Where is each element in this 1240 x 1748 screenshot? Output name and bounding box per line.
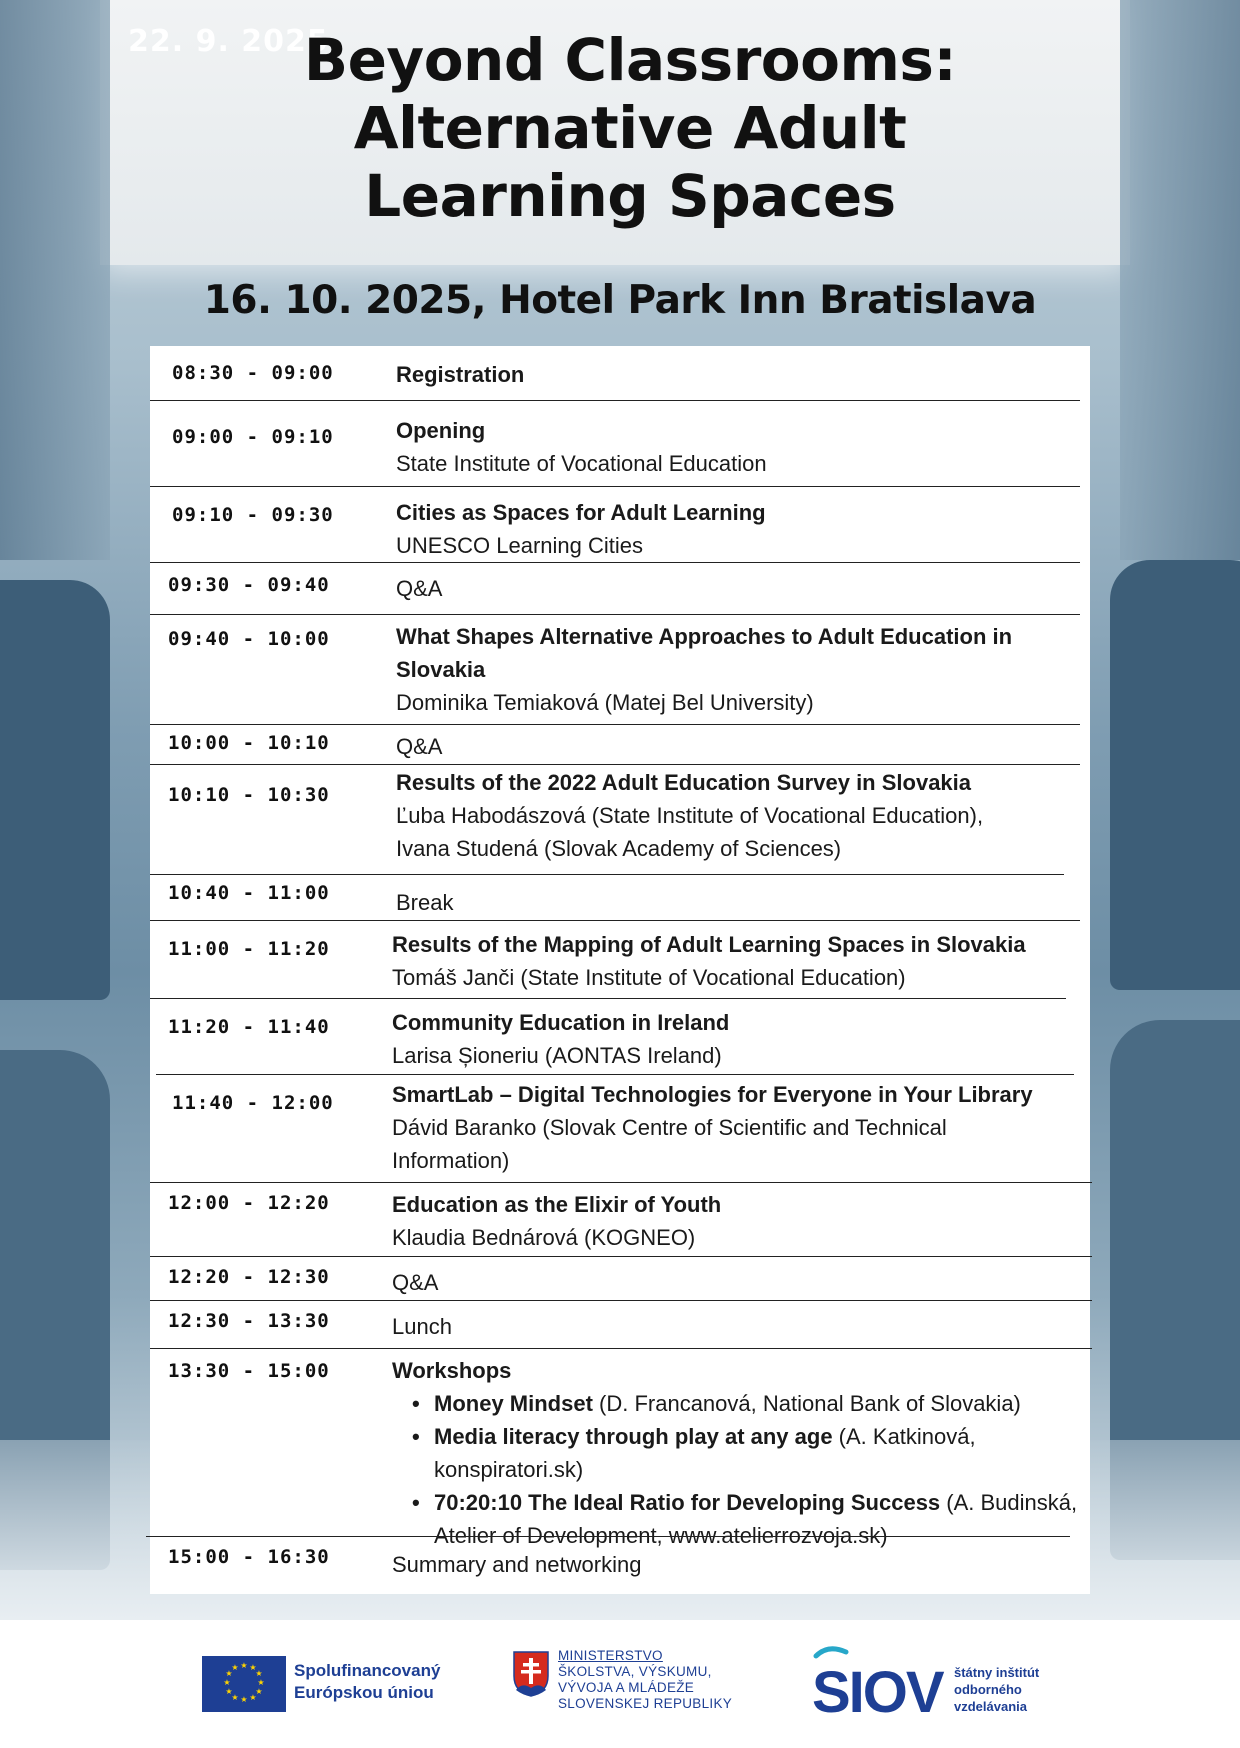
- agenda-panel: [150, 346, 1090, 1594]
- agenda-time: 10:00 - 10:10: [168, 732, 330, 754]
- workshop-name: Media literacy through play at any age: [434, 1424, 833, 1449]
- agenda-content: [396, 358, 1076, 391]
- chair-shape: [0, 580, 110, 1000]
- agenda-time: 12:00 - 12:20: [168, 1192, 330, 1214]
- footer-logos: [0, 1620, 1240, 1748]
- agenda-time: 09:40 - 10:00: [168, 628, 330, 650]
- agenda-plain: Q&A: [396, 734, 443, 759]
- agenda-title: Workshops: [392, 1358, 512, 1383]
- agenda-content: [392, 1310, 1072, 1343]
- agenda-title: Registration: [396, 362, 525, 387]
- agenda-content: [392, 1006, 1072, 1072]
- workshop-detail: (A. Katkinová, konspiratori.sk): [434, 1424, 976, 1482]
- agenda-detail: Larisa Șioneriu (AONTAS Ireland): [392, 1043, 722, 1068]
- agenda-content: [396, 620, 1076, 719]
- agenda-content: [392, 1266, 1072, 1299]
- divider: [156, 1074, 1074, 1075]
- ghost-date: 22. 9. 2025: [128, 24, 329, 59]
- agenda-time: 15:00 - 16:30: [168, 1546, 330, 1568]
- agenda-content: [392, 1078, 1072, 1177]
- agenda-content: [396, 730, 1076, 763]
- agenda-detail: Ivana Studená (Slovak Academy of Sciences): [396, 836, 842, 861]
- eu-flag-icon: [202, 1656, 286, 1712]
- agenda-time: 10:40 - 11:00: [168, 882, 330, 904]
- divider: [150, 724, 1080, 725]
- svg-text:★: ★: [225, 1669, 233, 1678]
- agenda-content: [396, 496, 1076, 562]
- divider: [150, 874, 1064, 875]
- workshop-item: [434, 1387, 1082, 1420]
- agenda-time: 12:20 - 12:30: [168, 1266, 330, 1288]
- agenda-plain: Q&A: [392, 1270, 439, 1295]
- divider: [150, 764, 1080, 765]
- divider: [150, 1348, 1092, 1349]
- agenda-content: [392, 928, 1072, 994]
- agenda-detail: Ľuba Habodászová (State Institute of Vocational Education),: [396, 803, 984, 828]
- agenda-title: Opening: [396, 418, 486, 443]
- svg-text:★: ★: [225, 1687, 233, 1696]
- agenda-content: [392, 1548, 1072, 1581]
- divider: [150, 1256, 1092, 1257]
- agenda-plain: Q&A: [396, 576, 443, 601]
- siov-subtitle: štátny inštitút odborného vzdelávania: [954, 1665, 1040, 1714]
- agenda-detail: Tomáš Janči (State Institute of Vocational Education): [392, 965, 906, 990]
- svg-text:★: ★: [255, 1669, 263, 1678]
- agenda-detail: State Institute of Vocational Education: [396, 451, 767, 476]
- slovak-coat-of-arms-icon: [512, 1650, 550, 1698]
- agenda-time: 09:00 - 09:10: [172, 426, 334, 448]
- agenda-content: [396, 886, 1076, 919]
- agenda-detail: UNESCO Learning Cities: [396, 533, 643, 558]
- workshop-item: [434, 1420, 1082, 1486]
- agenda-time: 11:20 - 11:40: [168, 1016, 330, 1038]
- agenda-time: 11:40 - 12:00: [172, 1092, 334, 1114]
- siov-logo-text: SIOV: [812, 1660, 943, 1725]
- workshop-list: [392, 1387, 1082, 1552]
- agenda-content: [396, 572, 1076, 605]
- title-line: Beyond Classrooms:: [303, 26, 957, 94]
- title-line: Alternative Adult: [353, 94, 907, 162]
- page-title: [240, 26, 1020, 230]
- divider: [150, 1300, 1092, 1301]
- svg-text:★: ★: [249, 1693, 257, 1702]
- agenda-content: [392, 1188, 1072, 1254]
- eu-cofunded-text: Spolufinancovaný Európskou úniou: [294, 1661, 441, 1702]
- agenda-title: SmartLab – Digital Technologies for Everyone in Your Library: [392, 1082, 1033, 1107]
- divider: [150, 562, 1080, 563]
- agenda-title: What Shapes Alternative Approaches to Adult Education in: [396, 624, 1013, 649]
- svg-text:★: ★: [255, 1687, 263, 1696]
- divider: [150, 920, 1080, 921]
- divider: [150, 1182, 1092, 1183]
- agenda-time: 10:10 - 10:30: [168, 784, 330, 806]
- divider: [150, 998, 1066, 999]
- title-line: Learning Spaces: [364, 162, 896, 230]
- agenda-detail: Dávid Baranko (Slovak Centre of Scientific and Technical: [392, 1115, 947, 1140]
- agenda-title: Community Education in Ireland: [392, 1010, 730, 1035]
- divider: [150, 614, 1080, 615]
- agenda-plain: Break: [396, 890, 454, 915]
- svg-text:★: ★: [231, 1663, 239, 1672]
- svg-text:★: ★: [223, 1678, 231, 1687]
- chair-shape: [1110, 560, 1240, 990]
- agenda-title: Education as the Elixir of Youth: [392, 1192, 722, 1217]
- workshop-detail: (A. Budinská, Atelier of Development, www.atelierrozvoja.sk): [434, 1490, 1078, 1548]
- workshop-item: [434, 1486, 1082, 1552]
- agenda-content: [392, 1354, 1082, 1552]
- svg-text:★: ★: [231, 1693, 239, 1702]
- agenda-plain: Summary and networking: [392, 1552, 642, 1577]
- agenda-time: 12:30 - 13:30: [168, 1310, 330, 1332]
- agenda-time: 09:30 - 09:40: [168, 574, 330, 596]
- agenda-time: 09:10 - 09:30: [172, 504, 334, 526]
- agenda-time: 11:00 - 11:20: [168, 938, 330, 960]
- agenda-detail: Information): [392, 1148, 510, 1173]
- workshop-name: Money Mindset: [434, 1391, 593, 1416]
- agenda-plain: Lunch: [392, 1314, 452, 1339]
- svg-text:★: ★: [240, 1661, 248, 1670]
- svg-text:★: ★: [249, 1663, 257, 1672]
- agenda-title: Results of the 2022 Adult Education Survey in Slovakia: [396, 770, 972, 795]
- agenda-content: [396, 414, 1076, 480]
- agenda-detail: Dominika Temiaková (Matej Bel University): [396, 690, 814, 715]
- agenda-content: [396, 766, 1076, 865]
- ministry-text: MINISTERSTVO ŠKOLSTVA, VÝSKUMU, VÝVOJA A MLÁDEŽE SLOVENSKEJ REPUBLIKY: [558, 1648, 733, 1711]
- workshop-detail: (D. Francanová, National Bank of Slovakia): [592, 1391, 1021, 1416]
- divider: [150, 486, 1080, 487]
- svg-text:★: ★: [257, 1678, 265, 1687]
- agenda-title: Cities as Spaces for Adult Learning: [396, 500, 766, 525]
- divider: [150, 400, 1080, 401]
- agenda-detail: Klaudia Bednárová (KOGNEO): [392, 1225, 696, 1250]
- divider: [146, 1536, 1070, 1537]
- agenda-title: Slovakia: [396, 657, 486, 682]
- agenda-title: Results of the Mapping of Adult Learning Spaces in Slovakia: [392, 932, 1026, 957]
- svg-text:★: ★: [240, 1695, 248, 1704]
- agenda-time: 13:30 - 15:00: [168, 1360, 330, 1382]
- event-date-location: 16. 10. 2025, Hotel Park Inn Bratislava: [203, 278, 1037, 323]
- workshop-name: 70:20:10 The Ideal Ratio for Developing Success: [434, 1490, 941, 1515]
- agenda-time: 08:30 - 09:00: [172, 362, 334, 384]
